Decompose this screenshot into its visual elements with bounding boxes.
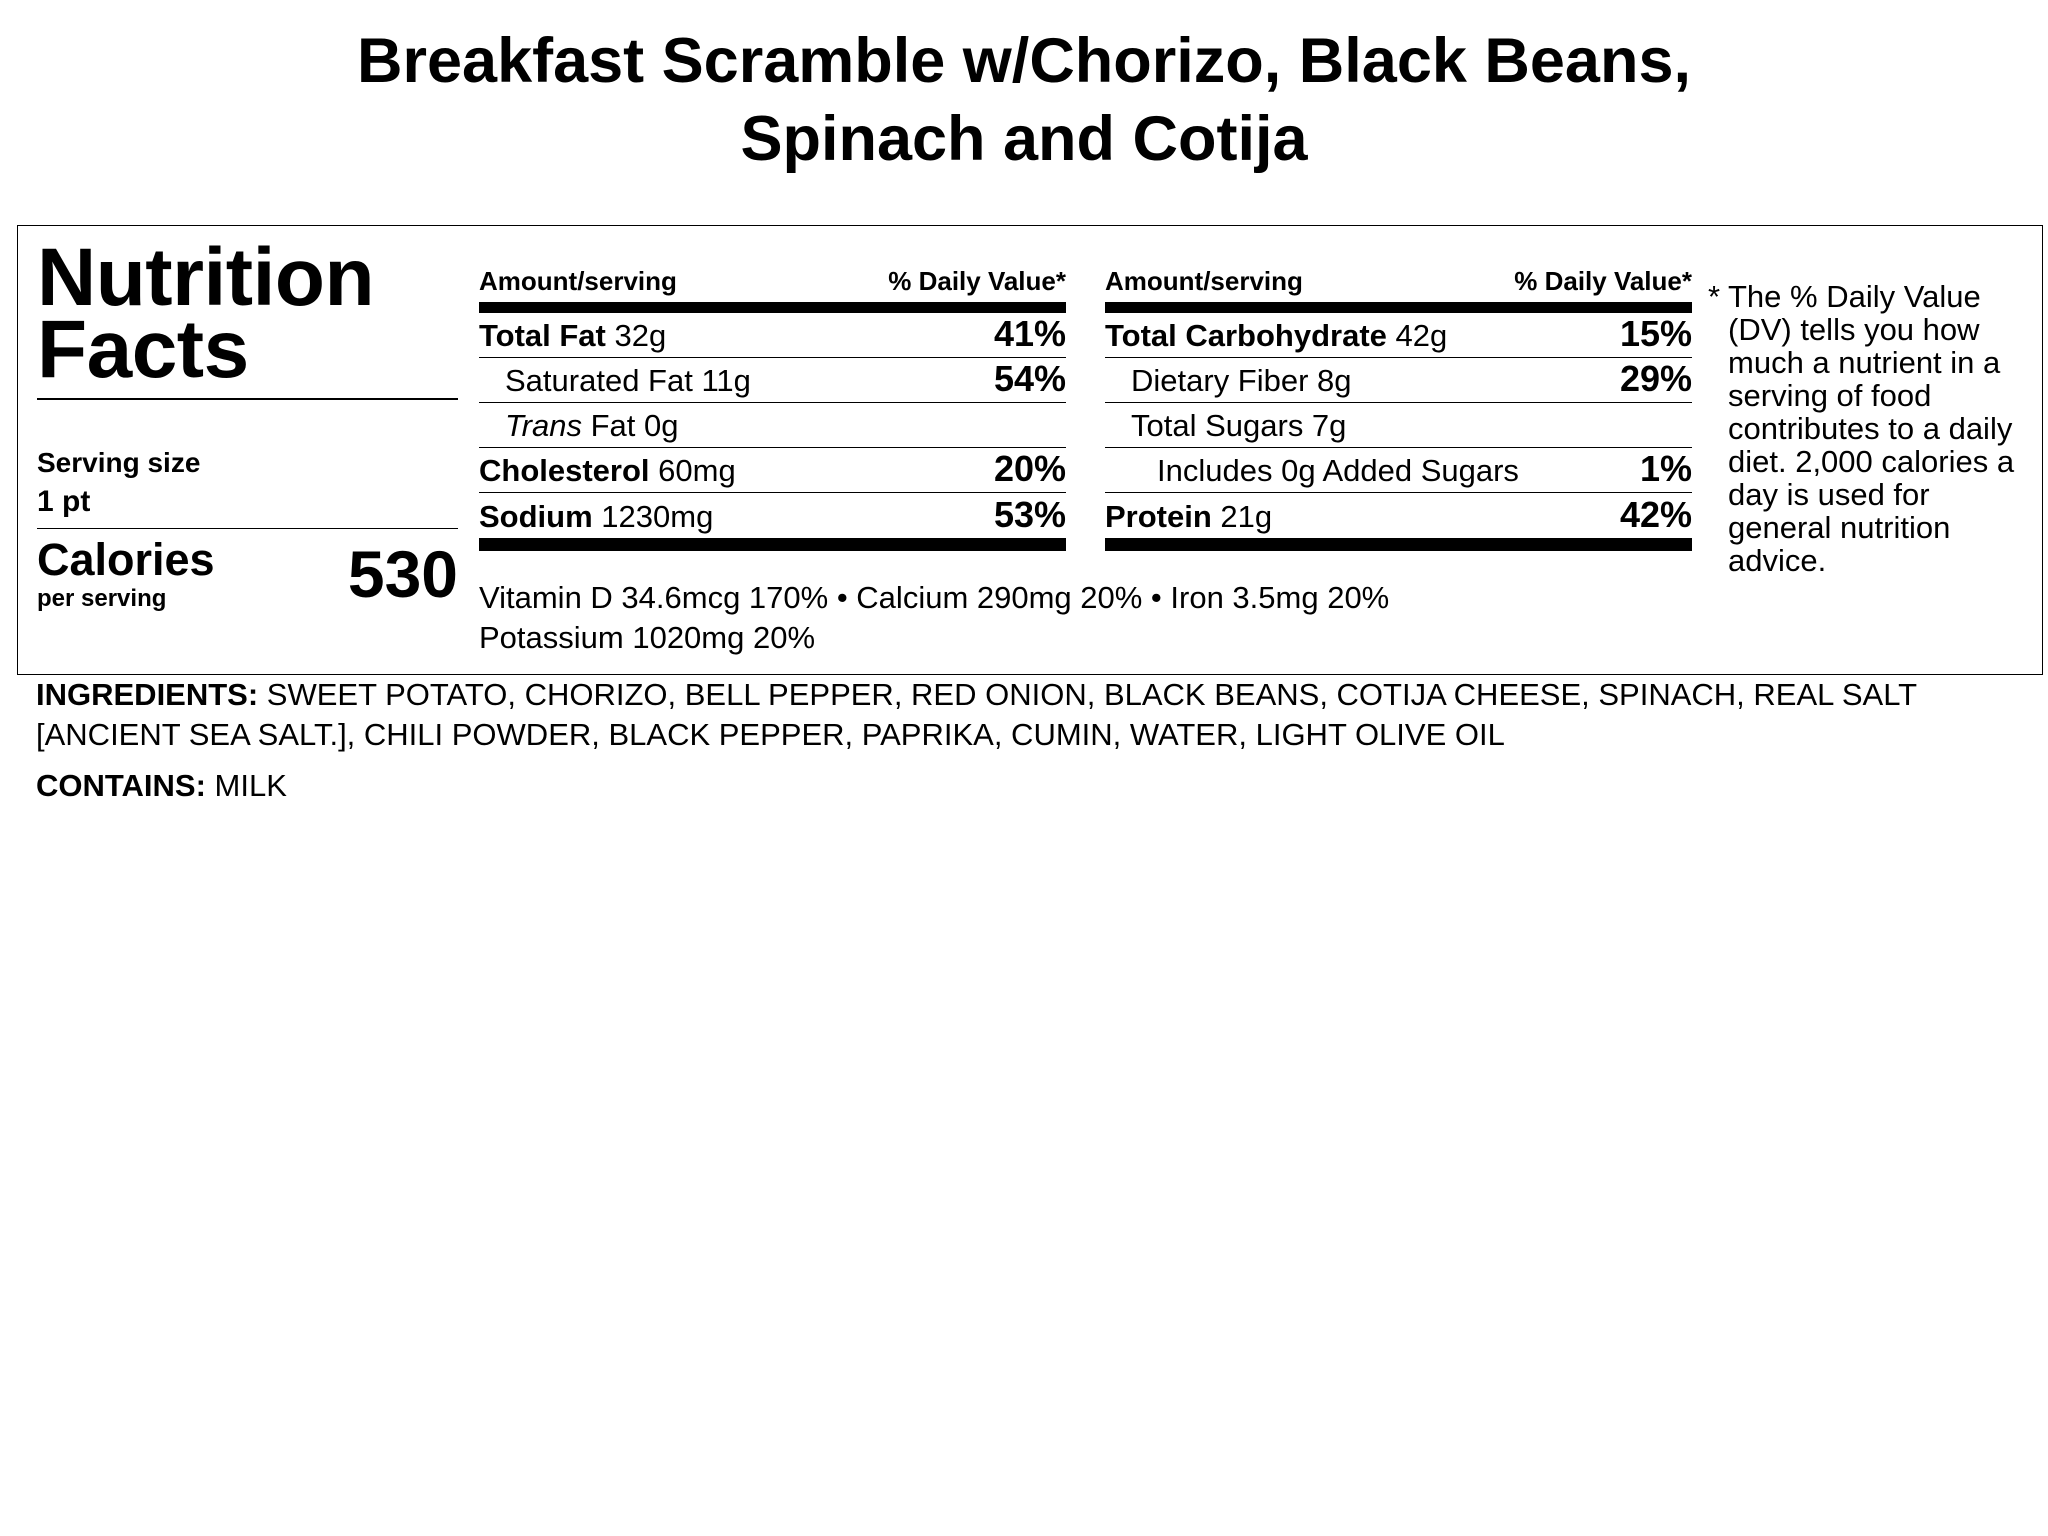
- contains-text: MILK: [205, 768, 287, 803]
- nutrient-name: Dietary Fiber 8g: [1131, 363, 1352, 398]
- nutrient-row-sodium: [479, 493, 1066, 538]
- nutrient-row-cholesterol: [479, 448, 1066, 493]
- nutrient-row-total-sugars: [1105, 403, 1692, 448]
- nutrient-dv: 20%: [993, 448, 1066, 489]
- nutrient-amount: 60mg: [649, 453, 736, 488]
- vitamins-minerals: [479, 578, 1679, 658]
- daily-value-header: % Daily Value*: [1514, 266, 1692, 296]
- ingredients-statement: [36, 675, 2016, 755]
- nutrient-amount: 21g: [1211, 499, 1273, 534]
- serving-size-label: Serving size: [37, 446, 201, 478]
- thick-divider: [479, 302, 1066, 313]
- nutrient-row-total-carbohydrate: [1105, 313, 1692, 358]
- nutrient-row-added-sugars: [1105, 448, 1692, 493]
- serving-size-value: 1 pt: [37, 484, 91, 518]
- nutrient-name: Total Fat: [479, 318, 606, 353]
- nutrition-facts-panel: [17, 225, 2043, 675]
- ingredients-text: SWEET POTATO, CHORIZO, BELL PEPPER, RED ONION, BLACK BEANS, COTIJA CHEESE, SPINACH, REAL SALT [ANCIENT SEA SALT.], CHILI POWDER, BLACK PEPPER, PAPRIKA, CUMIN, WATER, LIGHT OLIVE OIL: [36, 677, 1917, 752]
- nutrient-name: Total Carbohydrate: [1105, 318, 1387, 353]
- column-header: [1105, 266, 1692, 300]
- column-header: [479, 266, 1066, 300]
- nutrient-name: Sodium: [479, 499, 593, 534]
- calories-row: [37, 529, 458, 612]
- nutrient-column-2: [1105, 266, 1692, 551]
- calories-label: Calories: [37, 534, 215, 585]
- vitamins-line-2: Potassium 1020mg 20%: [479, 620, 816, 655]
- nutrient-name: Saturated Fat 11g: [505, 363, 751, 398]
- amount-serving-header: Amount/serving: [1105, 266, 1303, 296]
- amount-serving-header: Amount/serving: [479, 266, 677, 296]
- nutrient-dv: 54%: [993, 358, 1066, 399]
- nutrient-name: Includes 0g Added Sugars: [1157, 453, 1519, 488]
- ingredients-label: INGREDIENTS:: [36, 677, 259, 712]
- divider: [37, 398, 458, 400]
- daily-value-footnote: [1708, 280, 2028, 577]
- nutrient-dv: 29%: [1619, 358, 1692, 399]
- nutrient-name: Cholesterol: [479, 453, 650, 488]
- nutrient-name: Protein: [1105, 499, 1212, 534]
- nutrient-row-dietary-fiber: [1105, 358, 1692, 403]
- footnote-text: The % Daily Value (DV) tells you how much a nutrient in a serving of food contributes to a daily diet. 2,000 calories a day is used for general nutrition advice.: [1728, 279, 2015, 578]
- nutrient-column-1: [479, 266, 1066, 551]
- allergen-statement: [36, 766, 2016, 806]
- nutrient-dv: 1%: [1639, 448, 1692, 489]
- nutrient-name-rest: Fat 0g: [581, 408, 679, 443]
- product-title: [0, 22, 2048, 178]
- daily-value-header: % Daily Value*: [888, 266, 1066, 296]
- nutrient-amount: 1230mg: [592, 499, 714, 534]
- contains-label: CONTAINS:: [36, 768, 206, 803]
- footnote-asterisk: *: [1708, 279, 1721, 314]
- nutrient-dv: 15%: [1619, 313, 1692, 354]
- nutrient-dv: 42%: [1619, 494, 1692, 535]
- nutrition-summary: [37, 232, 458, 612]
- nutrient-row-total-fat: [479, 313, 1066, 358]
- heading-line-2: Facts: [37, 304, 249, 395]
- nutrient-name: Total Sugars 7g: [1131, 408, 1347, 443]
- nutrient-row-trans-fat: [479, 403, 1066, 448]
- thick-divider: [1105, 538, 1692, 551]
- nutrient-dv: 41%: [993, 313, 1066, 354]
- nutrition-facts-heading: [37, 232, 458, 395]
- nutrient-dv: 53%: [993, 494, 1066, 535]
- calories-value: 530: [347, 537, 458, 611]
- thick-divider: [1105, 302, 1692, 313]
- product-title-line-1: Breakfast Scramble w/Chorizo, Black Beans,: [356, 26, 1691, 96]
- nutrient-row-saturated-fat: [479, 358, 1066, 403]
- vitamins-line-1: Vitamin D 34.6mcg 170% • Calcium 290mg 20% • Iron 3.5mg 20%: [479, 580, 1390, 615]
- thick-divider: [479, 538, 1066, 551]
- nutrient-amount: 32g: [605, 318, 667, 353]
- nutrient-amount: 42g: [1386, 318, 1448, 353]
- heading-line-1: Nutrition: [37, 232, 375, 323]
- nutrient-row-protein: [1105, 493, 1692, 538]
- nutrient-name-italic: Trans: [505, 408, 582, 443]
- calories-per-serving: per serving: [37, 585, 167, 612]
- product-title-line-2: Spinach and Cotija: [740, 104, 1308, 174]
